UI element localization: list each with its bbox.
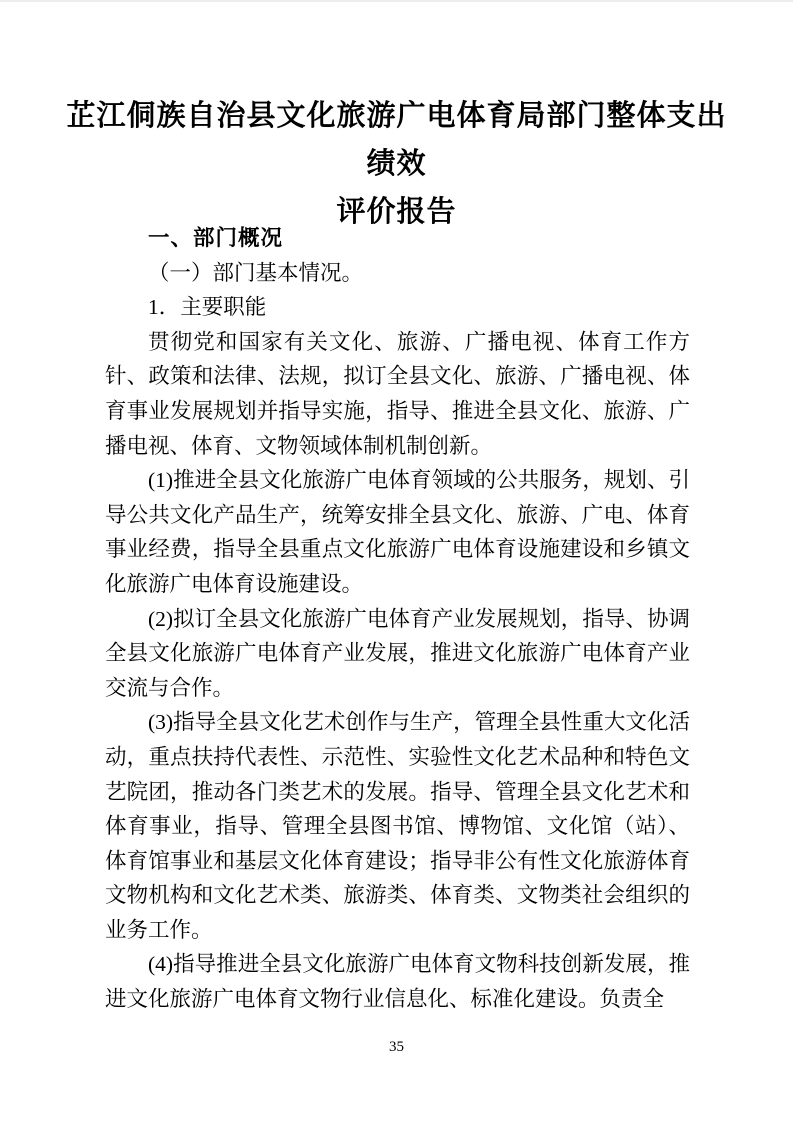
section-heading-overview: 一、部门概况 <box>148 226 284 250</box>
paragraph-function-1: (1)推进全县文化旅游广电体育领域的公共服务，规划、引导公共文化产品生产，统筹安排全县文化、旅游、广电、体育事业经费，指导全县重点文化旅游广电体育设施建设和乡镇文化旅游广电体育设施建设。 <box>105 468 690 596</box>
subsection-heading-basic-info: （一）部门基本情况。 <box>148 260 364 285</box>
page-number: 35 <box>389 1039 404 1055</box>
paragraph-main-functions-intro: 贯彻党和国家有关文化、旅游、广播电视、体育工作方针、政策和法律、法规，拟订全县文化、旅游、广播电视、体育事业发展规划并指导实施，指导、推进全县文化、旅游、广播电视、体育、文物领域体制机制创新。 <box>105 329 690 458</box>
item-heading-main-functions: 1．主要职能 <box>148 295 267 320</box>
document-title-line-2: 评价报告 <box>336 196 457 228</box>
paragraph-function-3: (3)指导全县文化艺术创作与生产，管理全县性重大文化活动，重点扶持代表性、示范性、实验性文化艺术品种和特色文艺院团，推动各门类艺术的发展。指导、管理全县文化艺术和体育事业，指导、管理全县图书馆、博物馆、文化馆（站）、体育馆事业和基层文化体育建设；指导非公有性文化旅游体育文物机构和文化艺术类、旅游类、体育类、文物类社会组织的业务工作。 <box>105 710 690 942</box>
paragraph-function-4: (4)指导推进全县文化旅游广电体育文物科技创新发展，推进文化旅游广电体育文物行业信息化、标准化建设。负责全 <box>105 952 690 1012</box>
document-title <box>60 92 733 236</box>
document-title-line-1: 芷江侗族自治县文化旅游广电体育局部门整体支出绩效 <box>66 100 727 180</box>
document-body <box>105 221 690 1017</box>
paragraph-function-2: (2)拟订全县文化旅游广电体育产业发展规划，指导、协调全县文化旅游广电体育产业发展，推进文化旅游广电体育产业交流与合作。 <box>105 606 690 700</box>
